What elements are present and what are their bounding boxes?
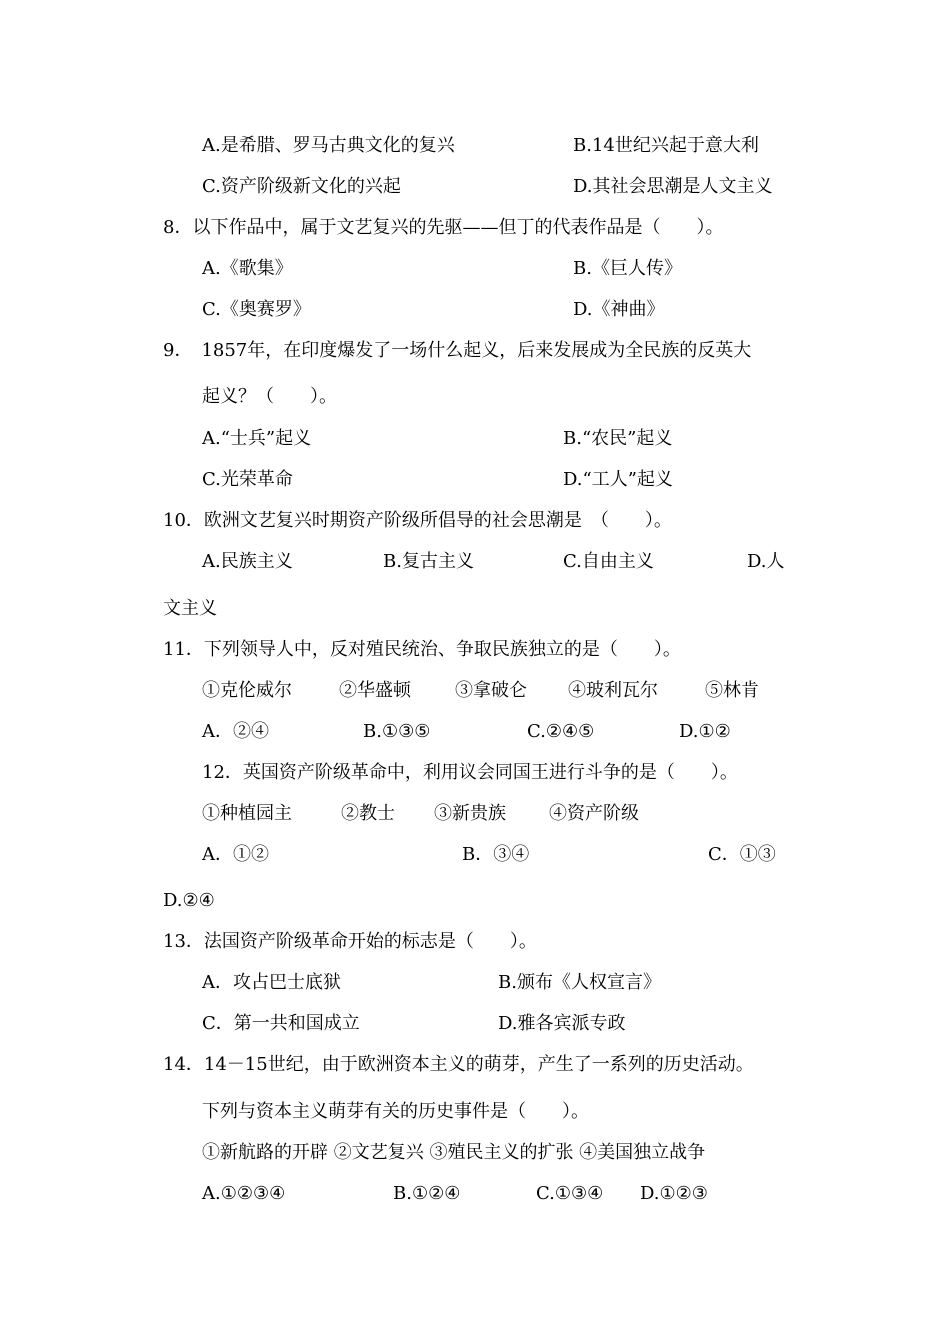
q12-item-2: ②教士 (341, 803, 395, 824)
q13-option-d: D.雅各宾派专政 (498, 1013, 626, 1034)
q10-option-d-part2: 文主义 (163, 598, 217, 619)
q8-stem: 8．以下作品中，属于文艺复兴的先驱——但丁的代表作品是（ ）。 (163, 217, 724, 238)
q9-stem-line2: 起义？（ ）。 (202, 386, 337, 407)
q10-option-c: C.自由主义 (563, 551, 654, 572)
q7-option-b: B.14世纪兴起于意大利 (573, 135, 759, 156)
q13-option-a: A．攻占巴士底狱 (202, 972, 341, 993)
q11-option-b: B.①③⑤ (363, 721, 431, 742)
q7-option-a: A.是希腊、罗马古典文化的复兴 (202, 135, 455, 156)
q14-option-b: B.①②④ (393, 1183, 461, 1204)
q8-option-a: A.《歌集》 (202, 258, 293, 279)
q9-stem-line1: 9． 1857年，在印度爆发了一场什么起义，后来发展成为全民族的反英大 (163, 340, 752, 361)
q9-option-a: A.“士兵”起义 (202, 428, 312, 449)
q11-item-1: ①克伦威尔 (202, 680, 292, 701)
q8-option-b: B.《巨人传》 (573, 258, 682, 279)
q10-option-d-part1: D.人 (747, 551, 785, 572)
q14-stem-line2: 下列与资本主义萌芽有关的历史事件是（ ）。 (202, 1101, 589, 1122)
q11-option-a: A．②④ (202, 721, 269, 742)
q7-option-c: C.资产阶级新文化的兴起 (202, 176, 401, 197)
q12-option-a: A．①② (202, 844, 269, 865)
q10-option-a: A.民族主义 (202, 551, 293, 572)
q12-item-4: ④资产阶级 (549, 803, 639, 824)
q11-item-4: ④玻利瓦尔 (568, 680, 658, 701)
q12-stem: 12．英国资产阶级革命中，利用议会同国王进行斗争的是（ ）。 (202, 762, 738, 783)
q11-option-c: C.②④⑤ (527, 721, 595, 742)
q12-item-1: ①种植园主 (202, 803, 292, 824)
q11-option-d: D.①② (679, 721, 731, 742)
q12-option-c: C．①③ (708, 844, 776, 865)
q14-stem-line1: 14．14－15世纪，由于欧洲资本主义的萌芽，产生了一系列的历史活动。 (163, 1054, 754, 1075)
q14-option-c: C.①③④ (536, 1183, 604, 1204)
q14-option-a: A.①②③④ (202, 1183, 286, 1204)
q11-stem: 11．下列领导人中，反对殖民统治、争取民族独立的是（ ）。 (163, 639, 681, 660)
q11-item-2: ②华盛顿 (339, 680, 411, 701)
q12-option-b: B．③④ (462, 844, 530, 865)
q14-option-d: D.①②③ (640, 1183, 708, 1204)
q7-option-d: D.其社会思潮是人文主义 (573, 176, 773, 197)
q9-option-d: D.“工人”起义 (563, 469, 673, 490)
q11-item-3: ③拿破仑 (455, 680, 527, 701)
q14-items: ①新航路的开辟 ②文艺复兴 ③殖民主义的扩张 ④美国独立战争 (202, 1142, 706, 1163)
q10-stem: 10．欧洲文艺复兴时期资产阶级所倡导的社会思潮是 （ ）。 (163, 510, 672, 531)
q10-option-b: B.复古主义 (383, 551, 474, 572)
q9-option-b: B.“农民”起义 (563, 428, 673, 449)
q8-option-d: D.《神曲》 (573, 299, 665, 320)
q13-stem: 13．法国资产阶级革命开始的标志是（ ）。 (163, 931, 537, 952)
q13-option-c: C．第一共和国成立 (202, 1013, 360, 1034)
q13-option-b: B.颁布《人权宣言》 (498, 972, 661, 993)
q9-option-c: C.光荣革命 (202, 469, 293, 490)
q11-item-5: ⑤林肯 (705, 680, 759, 701)
q12-item-3: ③新贵族 (434, 803, 506, 824)
q8-option-c: C.《奥赛罗》 (202, 299, 311, 320)
q12-option-d: D.②④ (163, 890, 215, 911)
